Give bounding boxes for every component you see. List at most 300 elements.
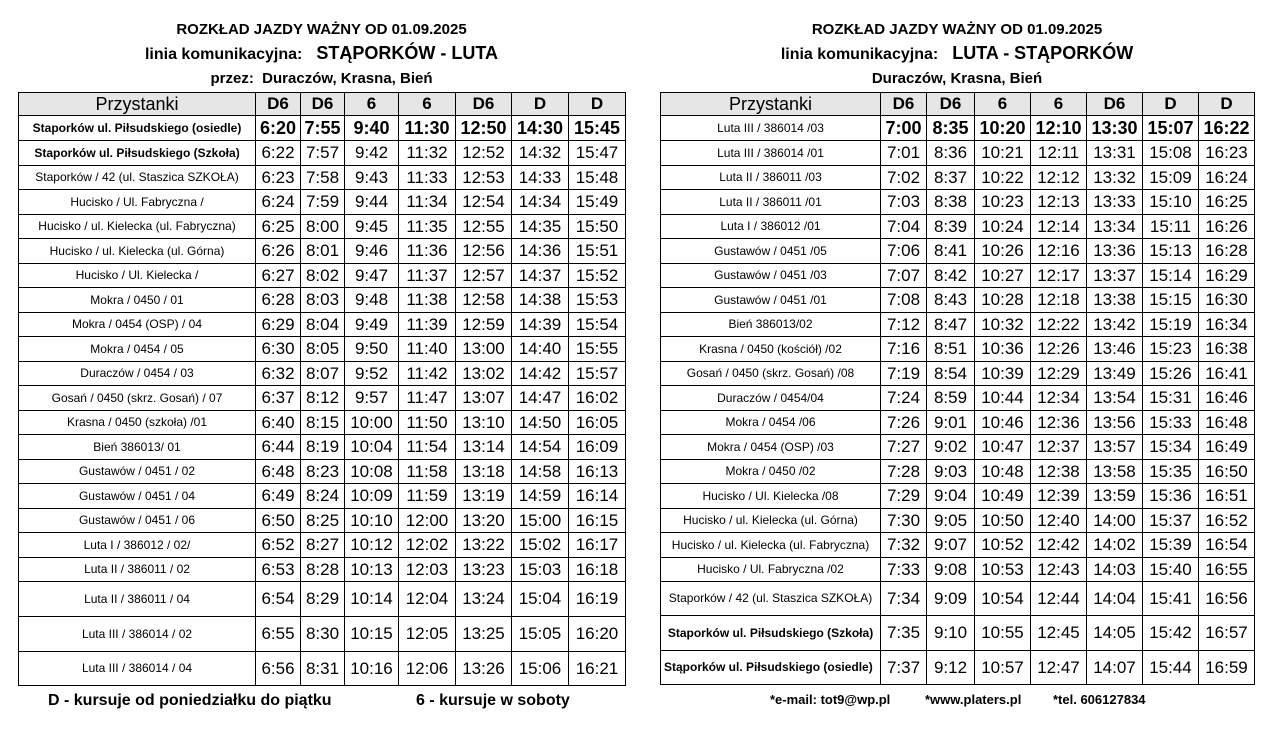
departure-time: 13:07 bbox=[456, 386, 512, 411]
departure-time: 9:09 bbox=[927, 582, 975, 616]
departure-time: 8:28 bbox=[301, 558, 345, 582]
departure-time: 13:00 bbox=[456, 337, 512, 362]
departure-time: 10:09 bbox=[345, 484, 399, 509]
departure-time: 12:44 bbox=[1031, 582, 1087, 616]
departure-time: 14:30 bbox=[512, 116, 569, 141]
departure-time: 14:59 bbox=[512, 484, 569, 509]
departure-time: 16:18 bbox=[569, 558, 626, 582]
timetable-row bbox=[19, 313, 626, 337]
departure-time: 6:37 bbox=[256, 386, 301, 411]
departure-time: 16:57 bbox=[1199, 616, 1255, 651]
departure-time: 11:58 bbox=[399, 460, 456, 484]
timetable-row bbox=[661, 582, 1255, 616]
stop-name: Hucisko / ul. Kielecka (ul. Fabryczna) bbox=[661, 533, 881, 558]
departure-time: 8:04 bbox=[301, 313, 345, 337]
departure-time: 13:22 bbox=[456, 533, 512, 558]
departure-time: 15:15 bbox=[1143, 288, 1199, 313]
departure-time: 9:10 bbox=[927, 616, 975, 651]
departure-time: 12:53 bbox=[456, 166, 512, 190]
course-column-header: D bbox=[1143, 93, 1199, 116]
departure-time: 16:59 bbox=[1199, 651, 1255, 685]
stop-name: Gustawów / 0451 / 06 bbox=[19, 509, 256, 533]
timetable-row bbox=[661, 616, 1255, 651]
timetable-row bbox=[19, 239, 626, 264]
departure-time: 15:45 bbox=[569, 116, 626, 141]
stop-name: Gustawów / 0451 /03 bbox=[661, 264, 881, 288]
course-column-header: D6 bbox=[1087, 93, 1143, 116]
departure-time: 14:02 bbox=[1087, 533, 1143, 558]
stop-name: Hucisko / Ul. Kielecka / bbox=[19, 264, 256, 288]
departure-time: 15:13 bbox=[1143, 239, 1199, 264]
left-title: ROZKŁAD JAZDY WAŻNY OD 01.09.2025 bbox=[176, 21, 467, 38]
departure-time: 9:52 bbox=[345, 362, 399, 386]
departure-time: 6:53 bbox=[256, 558, 301, 582]
left-via-label: przez: bbox=[210, 70, 254, 87]
departure-time: 13:23 bbox=[456, 558, 512, 582]
departure-time: 16:13 bbox=[569, 460, 626, 484]
departure-time: 10:32 bbox=[975, 313, 1031, 337]
departure-time: 9:08 bbox=[927, 558, 975, 582]
departure-time: 15:26 bbox=[1143, 362, 1199, 386]
stop-name: Duraczów / 0454/04 bbox=[661, 386, 881, 411]
stop-name: Luta III / 386014 /03 bbox=[661, 116, 881, 141]
departure-time: 16:25 bbox=[1199, 190, 1255, 215]
departure-time: 8:36 bbox=[927, 141, 975, 166]
timetable-row bbox=[19, 435, 626, 460]
departure-time: 7:37 bbox=[881, 651, 927, 685]
departure-time: 12:04 bbox=[399, 582, 456, 617]
departure-time: 11:38 bbox=[399, 288, 456, 313]
departure-time: 13:54 bbox=[1087, 386, 1143, 411]
departure-time: 15:11 bbox=[1143, 215, 1199, 239]
timetable-row bbox=[661, 264, 1255, 288]
departure-time: 16:48 bbox=[1199, 411, 1255, 435]
departure-time: 7:02 bbox=[881, 166, 927, 190]
departure-time: 14:40 bbox=[512, 337, 569, 362]
course-column-header: D6 bbox=[256, 93, 301, 116]
stops-column-header: Przystanki bbox=[661, 93, 881, 116]
departure-time: 10:27 bbox=[975, 264, 1031, 288]
departure-time: 14:03 bbox=[1087, 558, 1143, 582]
departure-time: 9:40 bbox=[345, 116, 399, 141]
departure-time: 14:05 bbox=[1087, 616, 1143, 651]
departure-time: 14:39 bbox=[512, 313, 569, 337]
stop-name: Luta III / 386014 / 04 bbox=[19, 652, 256, 686]
departure-time: 6:49 bbox=[256, 484, 301, 509]
stop-name: Luta II / 386011 /03 bbox=[661, 166, 881, 190]
timetable-row bbox=[661, 460, 1255, 484]
departure-time: 8:39 bbox=[927, 215, 975, 239]
departure-time: 15:54 bbox=[569, 313, 626, 337]
departure-time: 15:36 bbox=[1143, 484, 1199, 509]
departure-time: 13:49 bbox=[1087, 362, 1143, 386]
departure-time: 10:36 bbox=[975, 337, 1031, 362]
departure-time: 16:41 bbox=[1199, 362, 1255, 386]
departure-time: 15:02 bbox=[512, 533, 569, 558]
departure-time: 7:29 bbox=[881, 484, 927, 509]
departure-time: 15:34 bbox=[1143, 435, 1199, 460]
departure-time: 9:47 bbox=[345, 264, 399, 288]
timetable-row bbox=[19, 362, 626, 386]
stop-name: Staporków ul. Piłsudskiego (osiedle) bbox=[19, 116, 256, 141]
timetable-row bbox=[661, 435, 1255, 460]
departure-time: 12:36 bbox=[1031, 411, 1087, 435]
departure-time: 10:55 bbox=[975, 616, 1031, 651]
departure-time: 10:50 bbox=[975, 509, 1031, 533]
departure-time: 14:47 bbox=[512, 386, 569, 411]
departure-time: 12:12 bbox=[1031, 166, 1087, 190]
departure-time: 16:52 bbox=[1199, 509, 1255, 533]
departure-time: 11:39 bbox=[399, 313, 456, 337]
course-column-header: D bbox=[1199, 93, 1255, 116]
departure-time: 10:21 bbox=[975, 141, 1031, 166]
departure-time: 15:55 bbox=[569, 337, 626, 362]
departure-time: 15:53 bbox=[569, 288, 626, 313]
departure-time: 8:42 bbox=[927, 264, 975, 288]
stop-name: Gustawów / 0451 / 02 bbox=[19, 460, 256, 484]
departure-time: 15:14 bbox=[1143, 264, 1199, 288]
timetable-row bbox=[19, 264, 626, 288]
departure-time: 6:56 bbox=[256, 652, 301, 686]
timetable-row bbox=[661, 362, 1255, 386]
right-line-label: linia komunikacyjna: bbox=[780, 46, 939, 63]
contact-email: *e-mail: tot9@wp.pl bbox=[770, 692, 891, 707]
stop-name: Mokra / 0454 / 05 bbox=[19, 337, 256, 362]
departure-time: 15:19 bbox=[1143, 313, 1199, 337]
departure-time: 8:01 bbox=[301, 239, 345, 264]
departure-time: 8:12 bbox=[301, 386, 345, 411]
departure-time: 15:44 bbox=[1143, 651, 1199, 685]
departure-time: 11:40 bbox=[399, 337, 456, 362]
departure-time: 9:04 bbox=[927, 484, 975, 509]
stops-column-header: Przystanki bbox=[19, 93, 256, 116]
right-header-row bbox=[661, 93, 1255, 116]
departure-time: 10:23 bbox=[975, 190, 1031, 215]
departure-time: 12:58 bbox=[456, 288, 512, 313]
timetable-row bbox=[19, 116, 626, 141]
departure-time: 10:00 bbox=[345, 411, 399, 435]
departure-time: 12:34 bbox=[1031, 386, 1087, 411]
departure-time: 9:03 bbox=[927, 460, 975, 484]
departure-time: 15:04 bbox=[512, 582, 569, 617]
departure-time: 7:57 bbox=[301, 141, 345, 166]
departure-time: 8:03 bbox=[301, 288, 345, 313]
departure-time: 7:08 bbox=[881, 288, 927, 313]
departure-time: 12:42 bbox=[1031, 533, 1087, 558]
departure-time: 12:55 bbox=[456, 215, 512, 239]
timetable-row bbox=[661, 288, 1255, 313]
stop-name: Luta II / 386011 /01 bbox=[661, 190, 881, 215]
timetable-row bbox=[661, 558, 1255, 582]
departure-time: 8:38 bbox=[927, 190, 975, 215]
departure-time: 12:59 bbox=[456, 313, 512, 337]
left-header-row bbox=[19, 93, 626, 116]
stop-name: Hucisko / Ul. Kielecka /08 bbox=[661, 484, 881, 509]
departure-time: 9:02 bbox=[927, 435, 975, 460]
timetable-row bbox=[661, 190, 1255, 215]
departure-time: 11:36 bbox=[399, 239, 456, 264]
departure-time: 13:26 bbox=[456, 652, 512, 686]
departure-time: 13:18 bbox=[456, 460, 512, 484]
left-line-label: linia komunikacyjna: bbox=[144, 46, 303, 63]
departure-time: 9:49 bbox=[345, 313, 399, 337]
departure-time: 6:54 bbox=[256, 582, 301, 617]
departure-time: 12:45 bbox=[1031, 616, 1087, 651]
stop-name: Staporków / 42 (ul. Staszica SZKOŁA) bbox=[661, 582, 881, 616]
departure-time: 13:30 bbox=[1087, 116, 1143, 141]
departure-time: 8:19 bbox=[301, 435, 345, 460]
timetable-row bbox=[19, 582, 626, 617]
departure-time: 12:16 bbox=[1031, 239, 1087, 264]
timetable-row bbox=[19, 484, 626, 509]
departure-time: 6:52 bbox=[256, 533, 301, 558]
departure-time: 11:50 bbox=[399, 411, 456, 435]
right-via: Duraczów, Krasna, Bień bbox=[871, 70, 1043, 87]
right-line-heading bbox=[660, 43, 1254, 64]
departure-time: 9:46 bbox=[345, 239, 399, 264]
legend-weekdays: D - kursuje od poniedziałku do piątku bbox=[48, 692, 332, 709]
departure-time: 16:56 bbox=[1199, 582, 1255, 616]
departure-time: 16:23 bbox=[1199, 141, 1255, 166]
departure-time: 9:42 bbox=[345, 141, 399, 166]
stop-name: Mokra / 0450 /02 bbox=[661, 460, 881, 484]
departure-time: 15:23 bbox=[1143, 337, 1199, 362]
timetable-row bbox=[19, 141, 626, 166]
departure-time: 8:30 bbox=[301, 617, 345, 652]
timetable-row bbox=[661, 239, 1255, 264]
departure-time: 6:25 bbox=[256, 215, 301, 239]
departure-time: 12:47 bbox=[1031, 651, 1087, 685]
departure-time: 12:40 bbox=[1031, 509, 1087, 533]
departure-time: 8:41 bbox=[927, 239, 975, 264]
departure-time: 7:30 bbox=[881, 509, 927, 533]
departure-time: 15:40 bbox=[1143, 558, 1199, 582]
departure-time: 8:27 bbox=[301, 533, 345, 558]
departure-time: 15:42 bbox=[1143, 616, 1199, 651]
departure-time: 15:03 bbox=[512, 558, 569, 582]
timetable-row bbox=[19, 558, 626, 582]
departure-time: 8:15 bbox=[301, 411, 345, 435]
left-route: STĄPORKÓW - LUTA bbox=[316, 43, 499, 63]
departure-time: 13:10 bbox=[456, 411, 512, 435]
departure-time: 8:25 bbox=[301, 509, 345, 533]
departure-time: 9:50 bbox=[345, 337, 399, 362]
timetable-row bbox=[19, 288, 626, 313]
departure-time: 13:36 bbox=[1087, 239, 1143, 264]
departure-time: 7:07 bbox=[881, 264, 927, 288]
course-column-header: D6 bbox=[456, 93, 512, 116]
departure-time: 7:00 bbox=[881, 116, 927, 141]
departure-time: 11:30 bbox=[399, 116, 456, 141]
departure-time: 12:50 bbox=[456, 116, 512, 141]
departure-time: 8:29 bbox=[301, 582, 345, 617]
timetable-row bbox=[661, 651, 1255, 685]
departure-time: 14:04 bbox=[1087, 582, 1143, 616]
right-route: LUTA - STĄPORKÓW bbox=[952, 43, 1134, 63]
departure-time: 10:14 bbox=[345, 582, 399, 617]
departure-time: 12:03 bbox=[399, 558, 456, 582]
course-column-header: 6 bbox=[975, 93, 1031, 116]
departure-time: 10:46 bbox=[975, 411, 1031, 435]
timetable-row bbox=[19, 509, 626, 533]
departure-time: 8:23 bbox=[301, 460, 345, 484]
departure-time: 13:59 bbox=[1087, 484, 1143, 509]
stop-name: Luta III / 386014 / 02 bbox=[19, 617, 256, 652]
timetable-row bbox=[19, 166, 626, 190]
stop-name: Mokra / 0454 /06 bbox=[661, 411, 881, 435]
departure-time: 15:37 bbox=[1143, 509, 1199, 533]
departure-time: 16:26 bbox=[1199, 215, 1255, 239]
departure-time: 16:28 bbox=[1199, 239, 1255, 264]
timetable-row bbox=[661, 386, 1255, 411]
departure-time: 7:04 bbox=[881, 215, 927, 239]
stop-name: Gosań / 0450 (skrz. Gosań) /08 bbox=[661, 362, 881, 386]
departure-time: 12:39 bbox=[1031, 484, 1087, 509]
departure-time: 7:26 bbox=[881, 411, 927, 435]
timetable-row bbox=[19, 460, 626, 484]
right-title: ROZKŁAD JAZDY WAŻNY OD 01.09.2025 bbox=[811, 21, 1103, 38]
departure-time: 9:57 bbox=[345, 386, 399, 411]
departure-time: 11:47 bbox=[399, 386, 456, 411]
departure-time: 16:34 bbox=[1199, 313, 1255, 337]
departure-time: 15:05 bbox=[512, 617, 569, 652]
departure-time: 16:51 bbox=[1199, 484, 1255, 509]
departure-time: 15:08 bbox=[1143, 141, 1199, 166]
departure-time: 12:17 bbox=[1031, 264, 1087, 288]
timetable-row bbox=[661, 116, 1255, 141]
departure-time: 13:31 bbox=[1087, 141, 1143, 166]
departure-time: 6:50 bbox=[256, 509, 301, 533]
departure-time: 13:24 bbox=[456, 582, 512, 617]
departure-time: 9:43 bbox=[345, 166, 399, 190]
timetable-row bbox=[661, 533, 1255, 558]
departure-time: 7:55 bbox=[301, 116, 345, 141]
departure-time: 13:38 bbox=[1087, 288, 1143, 313]
course-column-header: 6 bbox=[1031, 93, 1087, 116]
departure-time: 7:06 bbox=[881, 239, 927, 264]
departure-time: 6:23 bbox=[256, 166, 301, 190]
departure-time: 13:19 bbox=[456, 484, 512, 509]
departure-time: 14:34 bbox=[512, 190, 569, 215]
departure-time: 15:57 bbox=[569, 362, 626, 386]
departure-time: 8:43 bbox=[927, 288, 975, 313]
departure-time: 6:22 bbox=[256, 141, 301, 166]
departure-time: 15:09 bbox=[1143, 166, 1199, 190]
departure-time: 15:33 bbox=[1143, 411, 1199, 435]
departure-time: 10:15 bbox=[345, 617, 399, 652]
departure-time: 15:07 bbox=[1143, 116, 1199, 141]
course-column-header: 6 bbox=[345, 93, 399, 116]
stop-name: Luta III / 386014 /01 bbox=[661, 141, 881, 166]
departure-time: 12:52 bbox=[456, 141, 512, 166]
departure-time: 13:42 bbox=[1087, 313, 1143, 337]
departure-time: 16:38 bbox=[1199, 337, 1255, 362]
departure-time: 11:59 bbox=[399, 484, 456, 509]
departure-time: 16:17 bbox=[569, 533, 626, 558]
departure-time: 9:07 bbox=[927, 533, 975, 558]
departure-time: 12:37 bbox=[1031, 435, 1087, 460]
left-timetable bbox=[18, 92, 626, 686]
departure-time: 8:35 bbox=[927, 116, 975, 141]
departure-time: 12:38 bbox=[1031, 460, 1087, 484]
departure-time: 13:58 bbox=[1087, 460, 1143, 484]
right-timetable bbox=[660, 92, 1255, 685]
departure-time: 8:47 bbox=[927, 313, 975, 337]
departure-time: 10:20 bbox=[975, 116, 1031, 141]
stop-name: Mokra / 0454 (OSP) / 04 bbox=[19, 313, 256, 337]
departure-time: 12:22 bbox=[1031, 313, 1087, 337]
departure-time: 11:37 bbox=[399, 264, 456, 288]
departure-time: 7:27 bbox=[881, 435, 927, 460]
departure-time: 15:49 bbox=[569, 190, 626, 215]
timetable-row bbox=[661, 509, 1255, 533]
departure-time: 16:19 bbox=[569, 582, 626, 617]
departure-time: 10:52 bbox=[975, 533, 1031, 558]
departure-time: 14:42 bbox=[512, 362, 569, 386]
departure-time: 14:50 bbox=[512, 411, 569, 435]
departure-time: 16:20 bbox=[569, 617, 626, 652]
departure-time: 6:44 bbox=[256, 435, 301, 460]
departure-time: 15:00 bbox=[512, 509, 569, 533]
departure-time: 13:20 bbox=[456, 509, 512, 533]
departure-time: 12:00 bbox=[399, 509, 456, 533]
departure-time: 9:01 bbox=[927, 411, 975, 435]
departure-time: 13:32 bbox=[1087, 166, 1143, 190]
departure-time: 13:14 bbox=[456, 435, 512, 460]
stop-name: Mokra / 0450 / 01 bbox=[19, 288, 256, 313]
departure-time: 10:22 bbox=[975, 166, 1031, 190]
contact-www: *www.platers.pl bbox=[925, 692, 1022, 707]
stop-name: Hucisko / ul. Kielecka (ul. Górna) bbox=[661, 509, 881, 533]
departure-time: 16:09 bbox=[569, 435, 626, 460]
stop-name: Duraczów / 0454 / 03 bbox=[19, 362, 256, 386]
departure-time: 12:26 bbox=[1031, 337, 1087, 362]
departure-time: 7:19 bbox=[881, 362, 927, 386]
departure-time: 10:16 bbox=[345, 652, 399, 686]
departure-time: 7:03 bbox=[881, 190, 927, 215]
departure-time: 15:39 bbox=[1143, 533, 1199, 558]
departure-time: 10:39 bbox=[975, 362, 1031, 386]
departure-time: 16:30 bbox=[1199, 288, 1255, 313]
departure-time: 15:06 bbox=[512, 652, 569, 686]
timetable-row bbox=[661, 141, 1255, 166]
departure-time: 9:45 bbox=[345, 215, 399, 239]
departure-time: 16:02 bbox=[569, 386, 626, 411]
departure-time: 13:37 bbox=[1087, 264, 1143, 288]
departure-time: 10:53 bbox=[975, 558, 1031, 582]
departure-time: 14:37 bbox=[512, 264, 569, 288]
stop-name: Bień 386013/ 01 bbox=[19, 435, 256, 460]
departure-time: 9:48 bbox=[345, 288, 399, 313]
stop-name: Hucisko / ul. Kielecka (ul. Górna) bbox=[19, 239, 256, 264]
course-column-header: D6 bbox=[881, 93, 927, 116]
departure-time: 12:13 bbox=[1031, 190, 1087, 215]
departure-time: 15:41 bbox=[1143, 582, 1199, 616]
departure-time: 9:44 bbox=[345, 190, 399, 215]
departure-time: 10:54 bbox=[975, 582, 1031, 616]
departure-time: 12:10 bbox=[1031, 116, 1087, 141]
timetable-row bbox=[661, 215, 1255, 239]
departure-time: 7:01 bbox=[881, 141, 927, 166]
departure-time: 14:54 bbox=[512, 435, 569, 460]
departure-time: 10:48 bbox=[975, 460, 1031, 484]
departure-time: 10:08 bbox=[345, 460, 399, 484]
departure-time: 14:32 bbox=[512, 141, 569, 166]
departure-time: 15:48 bbox=[569, 166, 626, 190]
departure-time: 12:02 bbox=[399, 533, 456, 558]
departure-time: 16:54 bbox=[1199, 533, 1255, 558]
departure-time: 13:46 bbox=[1087, 337, 1143, 362]
